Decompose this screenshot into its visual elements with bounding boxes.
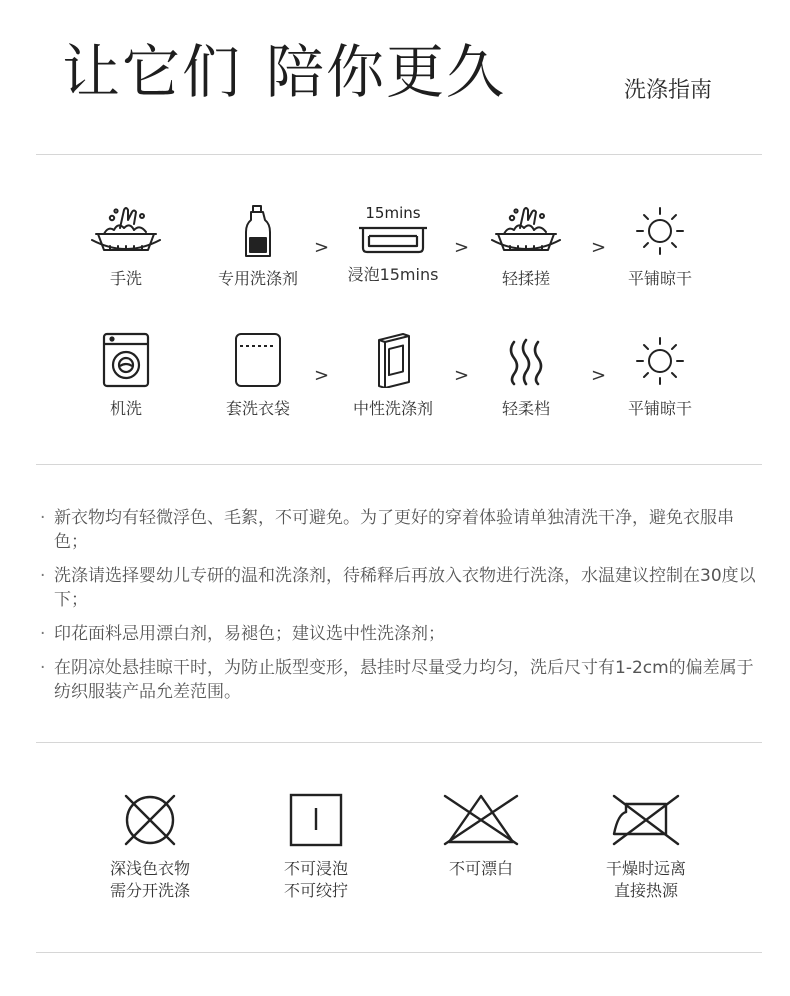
note-item: · 新衣物均有轻微浮色、毛絮，不可避免。为了更好的穿着体验请单独清洗干净，避免衣服串色； — [40, 506, 760, 554]
care-label-line1: 深浅色衣物 — [109, 859, 190, 878]
no-iron-icon — [604, 792, 688, 848]
divider-top — [36, 154, 762, 155]
step-soak — [333, 204, 453, 285]
title-part-2: 陪你更久 — [266, 38, 507, 106]
care-label-line2: 直接热源 — [613, 881, 678, 900]
note-item: · 在阴凉处悬挂晾干时，为防止版型变形，悬挂时尽量受力均匀，洗后尺寸有1-2cm的偏差属于纺织服装产品允差范围。 — [40, 656, 760, 704]
note-item: · 洗涤请选择婴幼儿专研的温和洗涤剂，待稀释后再放入衣物进行洗涤，水温建议控制在30度以下； — [40, 564, 760, 612]
step-neutral-detergent — [333, 332, 453, 419]
laundry-bag-icon — [218, 332, 298, 388]
step-label: 中性洗涤剂 — [352, 399, 433, 418]
no-wash-circle-icon — [118, 792, 182, 848]
soak-tub-icon — [353, 222, 433, 256]
care-label-line2: 需分开洗涤 — [109, 881, 190, 900]
step-label: 轻柔档 — [501, 399, 550, 418]
step-hand-wash — [66, 202, 186, 289]
divider-bottom — [36, 952, 762, 953]
step-label: 机洗 — [109, 399, 142, 418]
sun-icon — [620, 204, 700, 258]
arrow-icon: > — [591, 237, 607, 258]
step-gentle-rub — [466, 202, 586, 289]
gentle-steam-icon — [486, 332, 566, 388]
title-part-1: 让它们 — [62, 38, 243, 106]
care-symbol-no-bleach — [406, 792, 556, 880]
arrow-icon: > — [314, 365, 330, 386]
hand-wash-basin-icon — [486, 202, 566, 258]
care-label — [571, 858, 721, 902]
no-soak-square-icon — [284, 792, 348, 848]
step-label: 平铺晾干 — [627, 399, 692, 418]
step-label: 专用洗涤剂 — [217, 269, 298, 288]
care-symbol-separate-colors — [75, 792, 225, 902]
detergent-bottle-icon — [218, 202, 298, 258]
care-symbol-no-iron — [571, 792, 721, 902]
detergent-box-icon — [353, 332, 433, 388]
care-label-line1: 不可漂白 — [448, 859, 513, 878]
care-label — [75, 858, 225, 902]
divider-middle — [36, 464, 762, 465]
care-label-line2: 不可绞拧 — [283, 881, 348, 900]
care-label-line1: 干燥时远离 — [605, 859, 686, 878]
step-laundry-bag — [198, 332, 318, 419]
care-symbol-no-soak — [241, 792, 391, 902]
step-flat-dry — [600, 334, 720, 419]
arrow-icon: > — [591, 365, 607, 386]
arrow-icon: > — [314, 237, 330, 258]
care-notes — [40, 506, 760, 714]
step-label: 平铺晾干 — [627, 269, 692, 288]
washing-machine-icon — [86, 332, 166, 388]
step-label: 套洗衣袋 — [225, 399, 290, 418]
step-label: 浸泡15mins — [347, 265, 439, 284]
no-bleach-triangle-icon — [439, 792, 523, 848]
step-machine-wash — [66, 332, 186, 419]
page-title — [62, 36, 506, 108]
step-label: 手洗 — [109, 269, 142, 288]
note-item: · 印花面料忌用漂白剂，易褪色；建议选中性洗涤剂； — [40, 622, 760, 646]
page-subtitle: 洗涤指南 — [624, 78, 713, 103]
care-label — [406, 858, 556, 880]
divider-lower — [36, 742, 762, 743]
step-detergent — [198, 202, 318, 289]
care-label-line1: 不可浸泡 — [283, 859, 348, 878]
step-gentle-mode — [466, 332, 586, 419]
arrow-icon: > — [454, 237, 470, 258]
arrow-icon: > — [454, 365, 470, 386]
step-label: 轻揉搓 — [501, 269, 550, 288]
step-flat-dry — [600, 204, 720, 289]
sun-icon — [620, 334, 700, 388]
hand-wash-basin-icon — [86, 202, 166, 258]
care-label — [241, 858, 391, 902]
soak-time-label: 15mins — [365, 204, 421, 222]
